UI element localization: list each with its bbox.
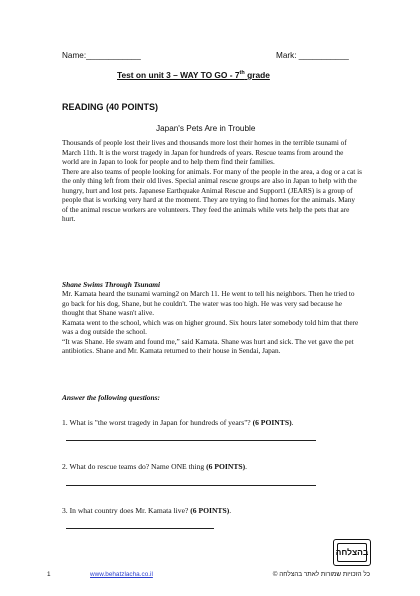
mark-field <box>276 51 349 60</box>
name-field <box>62 51 141 60</box>
question-end: . <box>291 418 294 427</box>
behatzlacha-logo <box>333 539 371 566</box>
article-paragraph: Thousands of people lost their lives and thousands more lost their homes in the terrible tsunami of March 11th. It is the worst tragedy in Japan for hundreds of years. Rescue teams from around the world are in Japan to look for people and to help them find their families. <box>62 139 347 167</box>
copyright-notice: כל הזכויות שמורות לאתר בהצלחה © <box>272 571 370 578</box>
question-points: (6 POINTS) <box>206 462 246 471</box>
question-points: (6 POINTS) <box>252 418 292 427</box>
question-end: . <box>229 506 232 515</box>
site-link[interactable] <box>90 571 153 578</box>
article-paragraph: Mr. Kamata heard the tsunami warning2 on March 11. He went to tell his neighbors. Then he tried to go back for his dog, Shane, but he couldn't. The water was too high. He was very sad because he thought that Shane wasn't alive. <box>62 290 355 318</box>
question-text: 1. What is "the worst tragedy in Japan for hundreds of years"? <box>62 418 253 427</box>
question-text: 2. What do rescue teams do? Name ONE thing <box>62 462 207 471</box>
article-paragraph: Kamata went to the school, which was on higher ground. Six hours later somebody told him that there was a dog outside the school. <box>62 318 359 337</box>
answer-line-1[interactable] <box>66 440 316 441</box>
section-heading: READING (40 POINTS) <box>62 102 159 112</box>
question-2 <box>62 462 247 471</box>
name-blank: ____________ <box>86 51 141 60</box>
test-title-end: grade <box>244 70 270 80</box>
test-title <box>117 70 270 80</box>
article-title: Japan's Pets Are in Trouble <box>156 124 256 133</box>
logo-text: בהצלחה <box>335 547 369 557</box>
question-3 <box>62 506 231 515</box>
question-text: 3. In what country does Mr. Kamata live? <box>62 506 191 515</box>
question-end: . <box>245 462 248 471</box>
article-paragraph: There are also teams of people looking for animals. For many of the people in the area, a dog or a cat is the only thing left from their old lives. Special animal rescue groups are also in Japan to help with the hungry, hurt and lost pets. Japanese Earthquake Animal Rescue and Support1 (JEARS) is a group of people that is working very hard at the moment. They are trying to find homes for the animals. Many of the animal rescue workers are volunteers. They feed the animals while vets help the pets that are hurt. <box>62 167 362 224</box>
article-paragraph: “It was Shane. He swam and found me,” said Kamata. Shane was hurt and sick. The vet gave the pet antibiotics. Shane and Mr. Kamata returned to their house in Sendai, Japan. <box>62 337 354 356</box>
test-title-sup: th <box>239 70 245 77</box>
test-title-main: Test on unit 3 – WAY TO GO - 7 <box>117 70 240 80</box>
question-points: (6 POINTS) <box>190 506 230 515</box>
site-link-text[interactable]: www.behatzlacha.co.il <box>90 571 153 578</box>
name-label: Name: <box>62 51 87 60</box>
article-subheading: Shane Swims Through Tsunami <box>62 280 161 289</box>
question-1 <box>62 418 294 427</box>
questions-label: Answer the following questions: <box>62 393 160 402</box>
mark-label: Mark: <box>276 51 297 60</box>
page-number: 1 <box>47 571 51 578</box>
mark-blank: ___________ <box>298 51 349 60</box>
answer-line-3[interactable] <box>66 528 214 529</box>
article-body-2 <box>62 290 362 357</box>
answer-line-2[interactable] <box>66 485 316 486</box>
article-body <box>62 139 362 225</box>
